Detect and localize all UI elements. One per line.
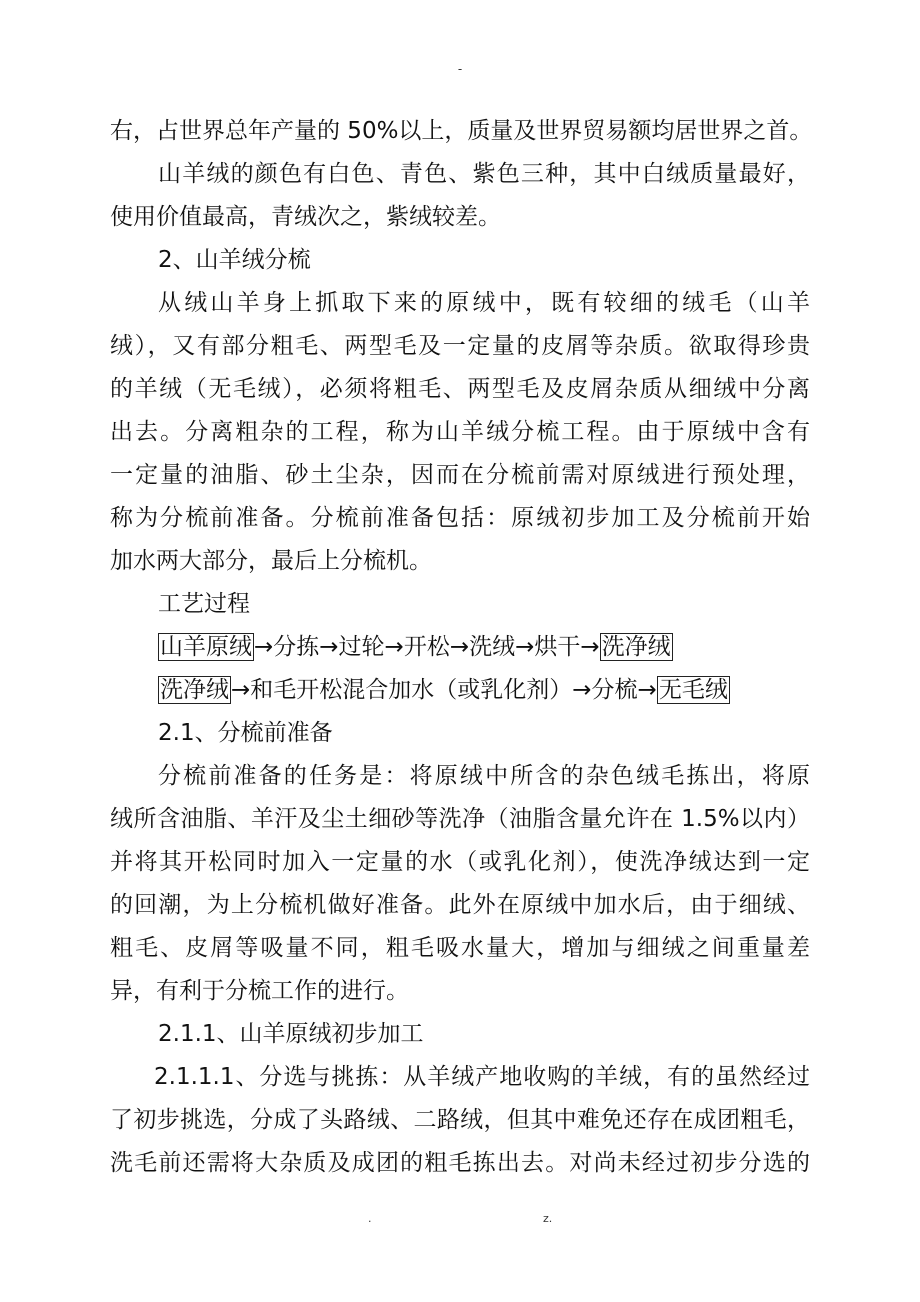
flow-box-start: 山羊原绒 — [160, 634, 252, 660]
flow-box-start: 洗净绒 — [160, 677, 229, 703]
section-heading: 2、山羊绒分梳 — [158, 247, 311, 273]
page-footer-left: . — [368, 1212, 372, 1225]
process-flow-2 — [110, 669, 810, 712]
section-heading: 2.1、分梳前准备 — [158, 720, 333, 746]
paragraph-line: 绒），又有部分粗毛、两型毛及一定量的皮屑等杂质。欲取得珍贵 — [110, 333, 810, 359]
paragraph-line: 使用价值最高，青绒次之，紫绒较差。 — [110, 204, 501, 230]
flow-steps: →和毛开松混合加水（或乳化剂）→分梳→ — [231, 677, 657, 703]
paragraph-line: 2.1.1.1、分选与挑拣：从羊绒产地收购的羊绒，有的虽然经过 — [154, 1064, 810, 1090]
flow-box-end: 洗净绒 — [601, 634, 671, 660]
paragraph-line: 绒所含油脂、羊汗及尘土细砂等洗净（油脂含量允许在 1.5%以内） — [110, 806, 810, 832]
page-header-mark: - — [457, 62, 463, 76]
paragraph-line: 分梳前准备的任务是：将原绒中所含的杂色绒毛拣出，将原 — [158, 763, 810, 789]
paragraph-line: 从绒山羊身上抓取下来的原绒中，既有较细的绒毛（山羊 — [158, 290, 810, 316]
paragraph-line: 山羊绒的颜色有白色、青色、紫色三种，其中白绒质量最好， — [158, 161, 810, 187]
paragraph-line: 称为分梳前准备。分梳前准备包括：原绒初步加工及分梳前开始 — [110, 505, 810, 531]
flow-steps: →分拣→过轮→开松→洗绒→烘干→ — [254, 634, 600, 660]
paragraph-line: 异，有利于分梳工作的进行。 — [110, 978, 409, 1004]
paragraph-line: 出去。分离粗杂的工程，称为山羊绒分梳工程。由于原绒中含有 — [110, 419, 810, 445]
paragraph-line: 加水两大部分，最后上分梳机。 — [110, 548, 432, 574]
paragraph-line: 并将其开松同时加入一定量的水（或乳化剂），使洗净绒达到一定 — [110, 849, 810, 875]
paragraph-line: 右，占世界总年产量的 50%以上，质量及世界贸易额均居世界之首。 — [110, 118, 813, 144]
paragraph-line: 粗毛、皮屑等吸量不同，粗毛吸水量大，增加与细绒之间重量差 — [110, 935, 810, 961]
process-flow-1 — [110, 626, 810, 669]
page-footer-right: z. — [543, 1212, 553, 1225]
paragraph-line: 了初步挑选，分成了头路绒、二路绒，但其中难免还存在成团粗毛， — [110, 1107, 810, 1133]
document-body — [110, 110, 813, 1185]
flow-box-end: 无毛绒 — [658, 677, 728, 703]
section-heading: 2.1.1、山羊原绒初步加工 — [158, 1021, 424, 1047]
paragraph-line: 的回潮，为上分梳机做好准备。此外在原绒中加水后，由于细绒、 — [110, 892, 810, 918]
paragraph-line: 一定量的油脂、砂土尘杂，因而在分梳前需对原绒进行预处理， — [110, 462, 810, 488]
paragraph-line: 的羊绒（无毛绒），必须将粗毛、两型毛及皮屑杂质从细绒中分离 — [110, 376, 810, 402]
paragraph-line: 洗毛前还需将大杂质及成团的粗毛拣出去。对尚未经过初步分选的 — [110, 1150, 810, 1176]
section-heading: 工艺过程 — [158, 591, 250, 617]
